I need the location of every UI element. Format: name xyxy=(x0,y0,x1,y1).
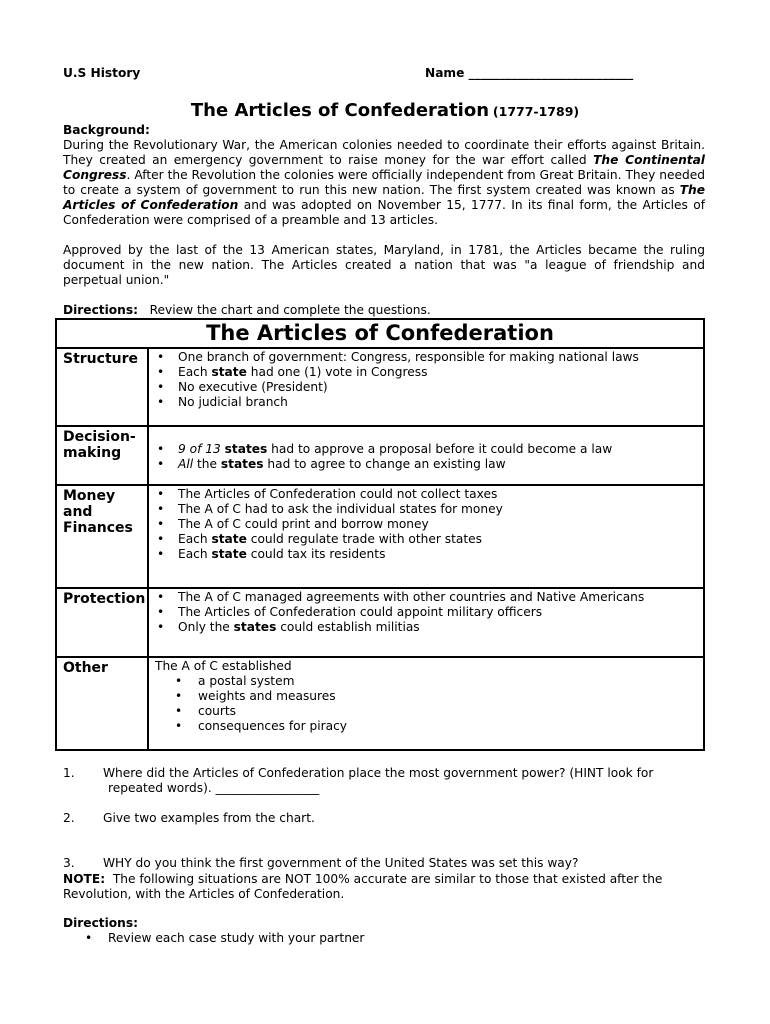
row-label-decision: Decision-making xyxy=(56,426,148,485)
note-label: NOTE: xyxy=(63,872,106,886)
list-item: • No judicial branch xyxy=(153,395,703,410)
decision-list xyxy=(153,442,703,472)
question-3 xyxy=(63,856,578,871)
chart-row-structure xyxy=(56,348,704,426)
row-label-protection: Protection xyxy=(56,588,148,657)
background-paragraph-1 xyxy=(63,138,705,228)
directions-case-items xyxy=(63,931,364,946)
chart-row-money xyxy=(56,485,704,588)
list-item: • Each state could tax its residents xyxy=(153,547,703,562)
row-content-protection xyxy=(148,588,704,657)
note-text: The following situations are NOT 100% accurate are similar to those that existed after the Revolution, with the Articles of Confederation. xyxy=(63,872,667,901)
list-item: • The Articles of Confederation could appoint military officers xyxy=(153,605,703,620)
title-years: (1777-1789) xyxy=(492,104,580,119)
list-item: • a postal system xyxy=(153,674,703,689)
articles-chart xyxy=(55,318,705,751)
background-label: Background: xyxy=(63,123,150,137)
q1-answer-line: repeated words). _________________ xyxy=(108,781,320,795)
list-item: • Each state could regulate trade with other states xyxy=(153,532,703,547)
row-label-structure: Structure xyxy=(56,348,148,426)
question-1 xyxy=(63,766,653,796)
bg-text-a: During the Revolutionary War, the American colonies needed to coordinate their efforts against Britain. They created an emergency government to raise money for the war effort called xyxy=(63,138,705,167)
chart-row-other xyxy=(56,657,704,750)
q2-number: 2. xyxy=(63,811,75,825)
other-intro: The A of C established xyxy=(155,659,292,673)
chart-row-decision xyxy=(56,426,704,485)
protection-list xyxy=(153,590,703,635)
other-list xyxy=(153,674,703,734)
title-main: The Articles of Confederation xyxy=(190,100,490,121)
bg-text-e: and was adopted on November 15, 1777. In its final form, the Articles of Confederation were comprised of a preamble and 13 articles. xyxy=(63,198,705,227)
list-item: • All the states had to agree to change an existing law xyxy=(153,457,703,472)
q1-number: 1. xyxy=(63,766,75,780)
course-label: U.S History xyxy=(63,66,141,80)
chart-title: The Articles of Confederation xyxy=(56,319,704,348)
money-list xyxy=(153,487,703,562)
row-label-other: Other xyxy=(56,657,148,750)
directions-label: Directions: xyxy=(63,303,138,317)
directions-case-list xyxy=(63,931,364,946)
row-content-decision xyxy=(148,426,704,485)
list-item: • 9 of 13 states had to approve a proposal before it could become a law xyxy=(153,442,703,457)
bg-articles: The Articles of Confederation xyxy=(63,183,705,212)
list-item: • The Articles of Confederation could not collect taxes xyxy=(153,487,703,502)
row-content-money xyxy=(148,485,704,588)
page-title xyxy=(0,100,770,121)
directions-text: Review the chart and complete the questions. xyxy=(137,303,431,317)
chart-row-protection xyxy=(56,588,704,657)
list-item: • The A of C managed agreements with other countries and Native Americans xyxy=(153,590,703,605)
note-paragraph xyxy=(63,872,705,902)
name-field-label: Name ___________________________ xyxy=(425,66,634,80)
list-item: • Each state had one (1) vote in Congress xyxy=(153,365,703,380)
list-item: • The A of C could print and borrow money xyxy=(153,517,703,532)
structure-list xyxy=(153,350,703,410)
bg-text-c: . After the Revolution the colonies were officially independent from Great Britain. They needed to create a system of government to run this new nation. The first system created was known as xyxy=(63,168,705,197)
question-2 xyxy=(63,811,315,826)
list-item: • Only the states could establish militias xyxy=(153,620,703,635)
list-item: • The A of C had to ask the individual states for money xyxy=(153,502,703,517)
directions-case-label: Directions: xyxy=(63,916,138,930)
list-item: • No executive (President) xyxy=(153,380,703,395)
row-content-other xyxy=(148,657,704,750)
q1-text: Where did the Articles of Confederation place the most government power? (HINT look for xyxy=(103,766,654,780)
row-label-money: Money and Finances xyxy=(56,485,148,588)
list-item: • One branch of government: Congress, responsible for making national laws xyxy=(153,350,703,365)
bg-continental-congress: The Continental Congress xyxy=(63,153,705,182)
row-content-structure xyxy=(148,348,704,426)
background-paragraph-2: Approved by the last of the 13 American states, Maryland, in 1781, the Articles became the ruling document in the new nation. The Articles created a nation that was "a league of friendship and perpetual union." xyxy=(63,243,705,287)
q2-text: Give two examples from the chart. xyxy=(103,811,315,825)
list-item: • weights and measures xyxy=(153,689,703,704)
list-item: • Review each case study with your partner xyxy=(63,931,364,946)
q3-number: 3. xyxy=(63,856,75,870)
directions-chart xyxy=(63,303,431,317)
list-item: • courts xyxy=(153,704,703,719)
list-item: • consequences for piracy xyxy=(153,719,703,734)
q3-text: WHY do you think the first government of the United States was set this way? xyxy=(103,856,579,870)
